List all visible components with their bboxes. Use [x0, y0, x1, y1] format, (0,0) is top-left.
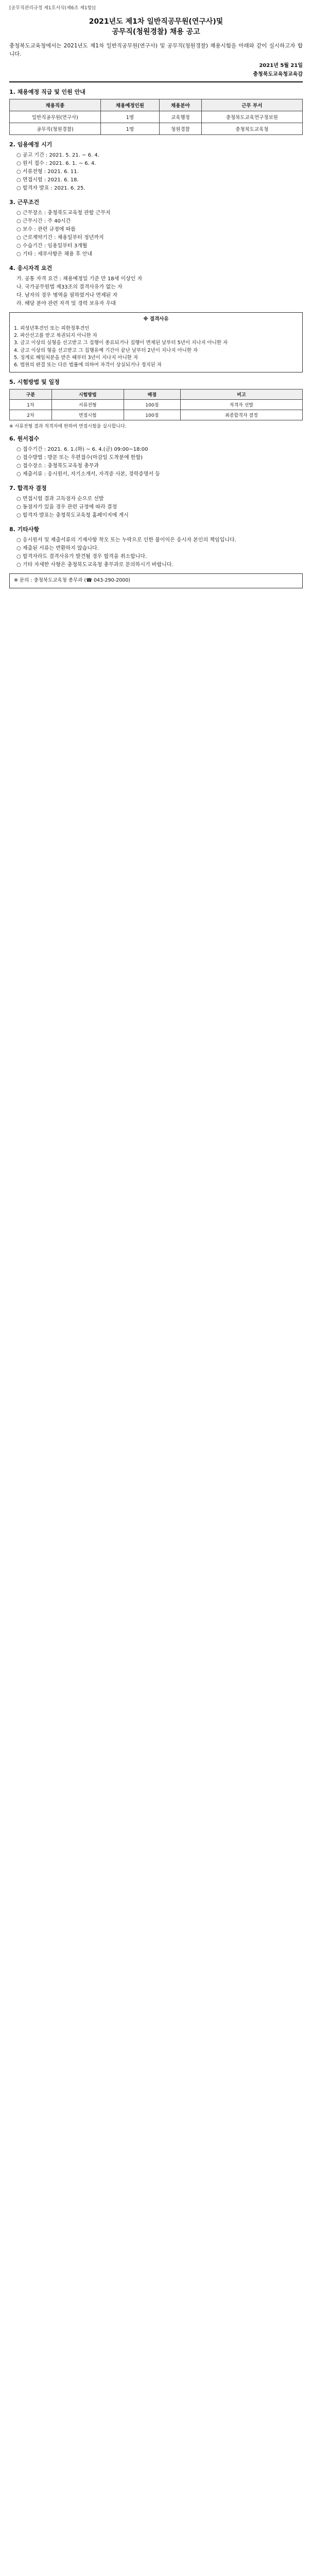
work-condition-item: ○ 수습기간 : 임용일부터 3개월	[16, 243, 88, 249]
schedule-list	[9, 151, 303, 193]
exam-table	[9, 389, 303, 420]
work-condition-item: ○ 근무시간 : 주 40시간	[16, 218, 71, 224]
eligibility-item: 다. 남자의 경우 병역을 필하였거나 면제된 자	[16, 292, 118, 298]
recruit-table	[9, 99, 303, 135]
application-list	[9, 446, 303, 479]
application-item: ○ 접수기간 : 2021. 6. 1.(화) ~ 6. 4.(금) 09:00~18:00	[16, 447, 148, 453]
schedule-item: ○ 서류전형 : 2021. 6. 11.	[16, 168, 79, 175]
other-note-item: ○ 합격자라도 결격사유가 발견될 경우 합격을 취소합니다.	[16, 554, 147, 560]
table-cell: 충청북도교육청	[201, 123, 302, 134]
exam-table-header-2: 배점	[124, 389, 180, 400]
exam-table-header-0: 구분	[10, 389, 52, 400]
issuer: 충청북도교육청교육감	[253, 71, 303, 77]
callout-line: 4. 금고 이상의 형을 선고받고 그 집행유예 기간이 끝난 날부터 2년이 지나지 아니한 자	[14, 347, 198, 353]
work-conditions	[9, 209, 303, 259]
contact-line: ※ 문의 : 충청북도교육청 총무과 (☎ 043-290-2000)	[14, 578, 130, 584]
schedule-item: ○ 원서 접수 : 2021. 6. 1. ~ 6. 4.	[16, 160, 96, 166]
section-1	[9, 88, 303, 135]
section-1-title: 1. 채용예정 직급 및 인원 안내	[9, 88, 85, 95]
table-cell: 1명	[100, 123, 159, 134]
dateline: 2021년 5월 21일	[259, 62, 303, 69]
application-item: ○ 접수방법 : 방문 또는 우편접수(마감일 도착분에 한함)	[16, 455, 143, 461]
schedule-item: ○ 공고 기간 : 2021. 5. 21. ~ 6. 4.	[16, 152, 99, 158]
section-3-title: 3. 근무조건	[9, 198, 40, 206]
table-cell: 1차	[10, 400, 52, 410]
recruit-table-header-1: 채용예정인원	[100, 99, 159, 111]
table-cell: 일반직공무원(연구사)	[10, 111, 101, 123]
other-note-item: ○ 기타 자세한 사항은 충청북도교육청 총무과로 문의하시기 바랍니다.	[16, 562, 174, 568]
disqualification-callout	[9, 312, 303, 373]
section-3	[9, 198, 303, 259]
recruit-table-header-0: 채용직종	[10, 99, 101, 111]
table-cell: 100점	[124, 410, 180, 420]
contact-box	[9, 573, 303, 588]
section-7-title: 7. 합격자 결정	[9, 485, 47, 492]
callout-line: 2. 파산선고를 받고 복권되지 아니한 자	[14, 333, 97, 339]
table-row	[10, 400, 303, 410]
divider	[9, 81, 303, 82]
pass-decision-item: ○ 면접시험 결과 고득점자 순으로 선발	[16, 496, 104, 502]
exam-table-header-3: 비고	[180, 389, 302, 400]
table-cell: 교육행정	[160, 111, 202, 123]
section-6	[9, 434, 303, 479]
table-cell: 2차	[10, 410, 52, 420]
callout-line: 6. 법원의 판결 또는 다른 법률에 의하여 자격이 상실되거나 정지된 자	[14, 362, 162, 368]
pass-decision-item: ○ 합격자 발표는 충청북도교육청 홈페이지에 게시	[16, 513, 129, 519]
work-condition-item: ○ 근로계약기간 : 채용일부터 정년까지	[16, 234, 104, 241]
eligibility-item: 가. 공통 자격 요건 : 채용예정일 기준 만 18세 이상인 자	[16, 276, 143, 282]
top-note: [공무직관리규정 제1호서식(제6조 제1항)]	[9, 6, 96, 11]
schedule-item: ○ 면접시험 : 2021. 6. 18.	[16, 177, 79, 183]
table-cell: 청원경찰	[160, 123, 202, 134]
work-condition-item: ○ 기타 : 세부사항은 채용 후 안내	[16, 251, 93, 257]
work-condition-item: ○ 보수 : 관련 규정에 따름	[16, 226, 76, 232]
table-cell: 서류전형	[51, 400, 124, 410]
table-row	[10, 410, 303, 420]
intro-paragraph: 충청북도교육청에서는 2021년도 제1차 일반직공무원(연구사) 및 공무직(청원경찰) 채용시험을 아래와 같이 실시하고자 합니다.	[9, 43, 303, 58]
section-5	[9, 378, 303, 429]
schedule-item: ○ 합격자 발표 : 2021. 6. 25.	[16, 185, 85, 191]
callout-title: ※ 결격사유	[143, 316, 169, 322]
recruit-table-header-3: 근무 부서	[201, 99, 302, 111]
callout-line: 5. 징계로 해임처분을 받은 때부터 3년이 지나지 아니한 자	[14, 354, 138, 361]
section-2	[9, 140, 303, 193]
other-note-item: ○ 제출된 서류는 반환하지 않습니다.	[16, 546, 99, 552]
table-cell: 면접시험	[51, 410, 124, 420]
section-2-title: 2. 임용예정 시기	[9, 141, 53, 148]
section-4	[9, 264, 303, 373]
title-block	[9, 16, 303, 37]
table-row	[10, 111, 303, 123]
doc-title-line1: 2021년도 제1차 일반직공무원(연구사)및	[89, 18, 223, 26]
other-note-item: ○ 응시원서 및 제출서류의 기재사항 착오 또는 누락으로 인한 불이익은 응시자 본인의 책임입니다.	[16, 537, 236, 544]
table-cell: 충청북도교육연구정보원	[201, 111, 302, 123]
section-7	[9, 484, 303, 520]
table-cell: 공무직(청원경찰)	[10, 123, 101, 134]
exam-note: ※ 서류전형 결과 적격자에 한하여 면접시험을 실시합니다.	[9, 424, 127, 430]
bottom-spacer	[9, 592, 303, 608]
callout-line: 1. 피성년후견인 또는 피한정후견인	[14, 325, 90, 331]
application-item: ○ 접수장소 : 충청북도교육청 총무과	[16, 463, 99, 469]
doc-title-line2: 공무직(청원경찰) 채용 공고	[112, 28, 200, 36]
application-item: ○ 제출서류 : 응시원서, 자기소개서, 자격증 사본, 경력증명서 등	[16, 471, 160, 478]
table-cell: 적격자 선발	[180, 400, 302, 410]
section-5-title: 5. 시험방법 및 일정	[9, 379, 60, 386]
section-4-title: 4. 응시자격 요건	[9, 264, 53, 272]
exam-table-header-1: 시험방법	[51, 389, 124, 400]
work-condition-item: ○ 근무장소 : 충청북도교육청 관할 근무지	[16, 210, 111, 216]
eligibility-item: 라. 해당 분야 관련 자격 및 경력 보유자 우대	[16, 300, 116, 307]
table-cell: 1명	[100, 111, 159, 123]
pass-decision-item: ○ 동점자가 있을 경우 관련 규정에 따라 결정	[16, 504, 117, 511]
eligibility-list	[9, 275, 303, 308]
table-row	[10, 123, 303, 134]
table-cell: 최종합격자 결정	[180, 410, 302, 420]
section-8-title: 8. 기타사항	[9, 526, 40, 533]
callout-line: 3. 금고 이상의 실형을 선고받고 그 집행이 종료되거나 집행이 면제된 날부터 5년이 지나지 아니한 자	[14, 340, 228, 346]
recruit-table-header-2: 채용분야	[160, 99, 202, 111]
section-8	[9, 525, 303, 588]
pass-decision-list	[9, 495, 303, 520]
table-cell: 100점	[124, 400, 180, 410]
section-6-title: 6. 원서접수	[9, 435, 40, 443]
other-notes	[9, 536, 303, 569]
eligibility-item: 나. 국가공무원법 제33조의 결격사유가 없는 자	[16, 284, 123, 290]
